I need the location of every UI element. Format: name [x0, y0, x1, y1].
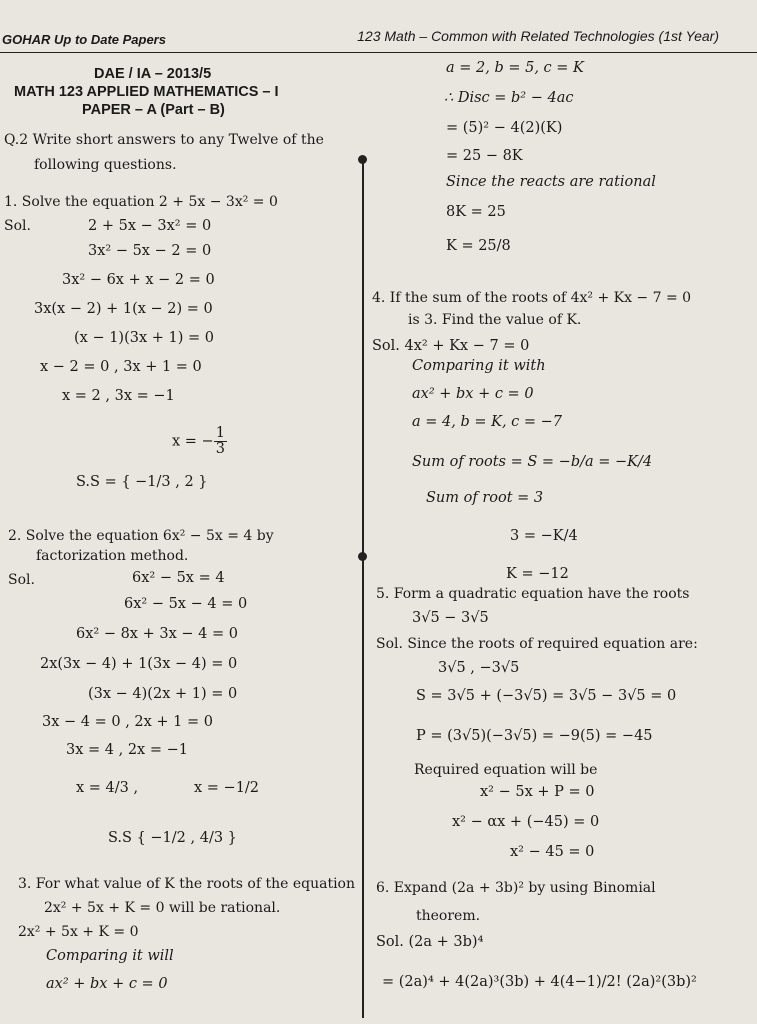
solution-1-step: x = 2 , 3x = −1 — [62, 388, 175, 404]
question-5-line1: 5. Form a quadratic equation have the roots — [376, 586, 690, 602]
solution-2-x2: x = −1/2 — [194, 780, 260, 796]
question-6-line2: theorem. — [416, 908, 481, 924]
solution-1-set: S.S = { −1/3 , 2 } — [76, 474, 208, 490]
frac-num: 1 — [215, 425, 225, 441]
solution-2-step: 6x² − 8x + 3x − 4 = 0 — [76, 626, 238, 642]
solution-2-x1: x = 4/3 , — [76, 780, 139, 796]
question-3-line1: 3. For what value of K the roots of the equation — [18, 876, 355, 892]
q2-instruction-line1: Q.2 Write short answers to any Twelve of the — [4, 132, 324, 148]
exam-subject: MATH 123 APPLIED MATHEMATICS – I — [14, 84, 279, 100]
solution-6-step: = (2a)⁴ + 4(2a)³(3b) + 4(4−1)/2! (2a)²(3b)² — [382, 974, 697, 990]
solution-2-step: 3x − 4 = 0 , 2x + 1 = 0 — [42, 714, 214, 730]
page-header — [0, 28, 757, 53]
solution-2-step: 2x(3x − 4) + 1(3x − 4) = 0 — [40, 656, 238, 672]
header-left: GOHAR Up to Date Papers — [2, 32, 166, 47]
question-3-line2: 2x² + 5x + K = 0 will be rational. — [44, 900, 281, 916]
exam-paper: PAPER – A (Part – B) — [82, 102, 225, 118]
frac-den: 3 — [215, 441, 225, 458]
solution-2-step: 6x² − 5x − 4 = 0 — [124, 596, 248, 612]
solution-5-step: x² − 45 = 0 — [510, 844, 595, 860]
solution-4-step: Sum of root = 3 — [426, 490, 544, 506]
divider-mid-dot — [358, 552, 367, 561]
q3-cont-step: = 25 − 8K — [446, 148, 523, 164]
question-2-line1: 2. Solve the equation 6x² − 5x = 4 by — [8, 528, 274, 544]
solution-5-step: Required equation will be — [414, 762, 598, 778]
q3-cont-step: ∴ Disc = b² − 4ac — [444, 90, 574, 106]
solution-1-x — [172, 426, 227, 457]
solution-5-step: 3√5 , −3√5 — [438, 660, 520, 676]
solution-1-step: (x − 1)(3x + 1) = 0 — [74, 330, 214, 346]
solution-2-step: (3x − 4)(2x + 1) = 0 — [88, 686, 238, 702]
column-divider — [362, 158, 364, 1018]
question-6-line1: 6. Expand (2a + 3b)² by using Binomial — [376, 880, 656, 896]
solution-5-step: x² − αx + (−45) = 0 — [452, 814, 600, 830]
q3-cont-step: Since the reacts are rational — [446, 174, 656, 190]
q2-instruction-line2: following questions. — [34, 157, 177, 173]
q3-cont-step: = (5)² − 4(2)(K) — [446, 120, 563, 136]
solution-2-step: 6x² − 5x = 4 — [132, 570, 225, 586]
solution-1-step: 3x(x − 2) + 1(x − 2) = 0 — [34, 301, 213, 317]
q3-cont-step: K = 25/8 — [446, 238, 511, 254]
solution-3-step: 2x² + 5x + K = 0 — [18, 924, 139, 940]
solution-5-step: S = 3√5 + (−3√5) = 3√5 − 3√5 = 0 — [416, 688, 677, 704]
x-eq-label: x = − — [172, 433, 214, 450]
question-4-line2: is 3. Find the value of K. — [408, 312, 582, 328]
solution-1-step: 3x² − 5x − 2 = 0 — [88, 243, 212, 259]
divider-top-dot — [358, 155, 367, 164]
exam-title: DAE / IA – 2013/5 — [94, 66, 212, 82]
solution-5-step: Sol. Since the roots of required equation are: — [376, 636, 698, 652]
solution-3-step: ax² + bx + c = 0 — [46, 976, 168, 992]
sol-label-2: Sol. — [8, 572, 35, 588]
solution-1-step: 2 + 5x − 3x² = 0 — [88, 218, 212, 234]
solution-5-step: x² − 5x + P = 0 — [480, 784, 595, 800]
solution-4-step: Sol. 4x² + Kx − 7 = 0 — [372, 338, 530, 354]
solution-4-step: K = −12 — [506, 566, 569, 582]
solution-1-step: x − 2 = 0 , 3x + 1 = 0 — [40, 359, 202, 375]
solution-2-step: 3x = 4 , 2x = −1 — [66, 742, 188, 758]
sol-label-1: Sol. — [4, 218, 31, 234]
header-right: 123 Math – Common with Related Technologies (1st Year) — [357, 28, 719, 44]
solution-1-step: 3x² − 6x + x − 2 = 0 — [62, 272, 215, 288]
question-1: 1. Solve the equation 2 + 5x − 3x² = 0 — [4, 194, 278, 210]
solution-4-step: Sum of roots = S = −b/a = −K/4 — [412, 454, 653, 470]
solution-4-step: Comparing it with — [412, 358, 546, 374]
solution-6-step: Sol. (2a + 3b)⁴ — [376, 934, 484, 950]
question-2-line2: factorization method. — [36, 548, 189, 564]
solution-4-step: ax² + bx + c = 0 — [412, 386, 534, 402]
question-4-line1: 4. If the sum of the roots of 4x² + Kx − 7 = 0 — [372, 290, 692, 306]
q3-cont-step: 8K = 25 — [446, 204, 506, 220]
solution-3-step: Comparing it will — [46, 948, 174, 964]
solution-4-step: 3 = −K/4 — [510, 528, 578, 544]
solution-2-set: S.S { −1/2 , 4/3 } — [108, 830, 237, 846]
question-5-line2: 3√5 − 3√5 — [412, 610, 489, 626]
q3-cont-step: a = 2, b = 5, c = K — [446, 60, 584, 76]
solution-4-step: a = 4, b = K, c = −7 — [412, 414, 563, 430]
solution-5-step: P = (3√5)(−3√5) = −9(5) = −45 — [416, 728, 653, 744]
